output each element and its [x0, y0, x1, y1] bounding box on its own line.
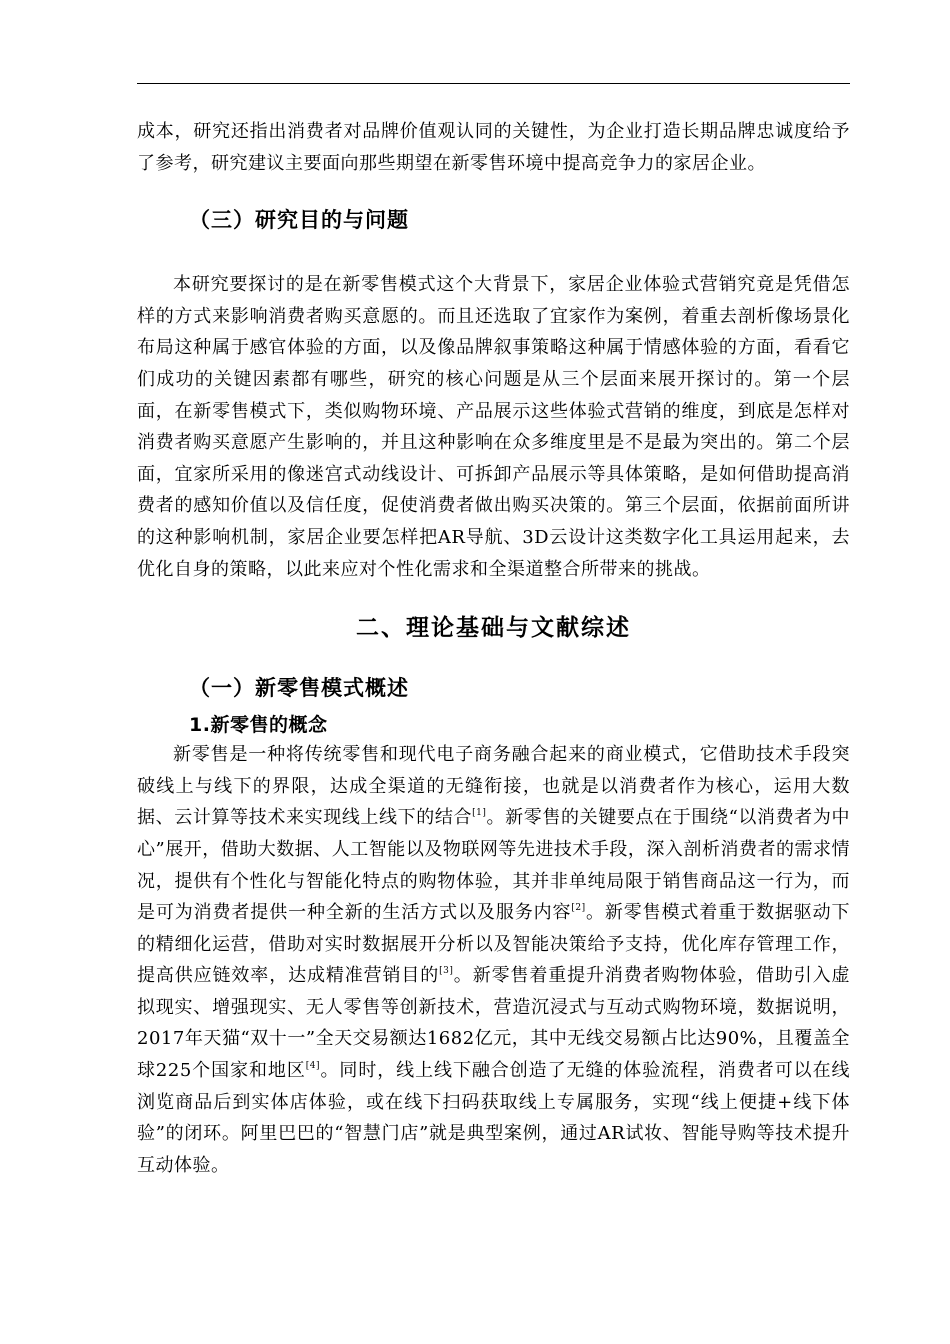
page-content	[137, 116, 850, 1181]
subsection-heading-concept: 1.新零售的概念	[189, 714, 328, 737]
concept-text-4: 。新零售着重提升消费者购物体验，借助引入虚拟现实、增强现实、无人零售等创新技术，营造沉浸式与互动式购物环境，数据说明，2017年天猫“双十一”全天交易额达1682亿元，其中无线交易额占比达90%，且覆盖全球225个国家和地区	[137, 965, 851, 1082]
continuation-paragraph: 成本，研究还指出消费者对品牌价值观认同的关键性，为企业打造长期品牌忠诚度给予了参考，研究建议主要面向那些期望在新零售环境中提高竞争力的家居企业。	[137, 121, 850, 174]
citation-2: [2]	[571, 903, 586, 914]
concept-text-2: 。新零售的关键要点在于围绕“以消费者为中心”展开，借助大数据、人工智能以及物联网等先进技术手段，深入剖析消费者的需求情况，提供有个性化与智能化特点的购物体验，其并非单纯局限于销售商品这一行为，而是可为消费者提供一种全新的生活方式以及服务内容	[137, 807, 850, 924]
concept-text-1: 新零售是一种将传统零售和现代电子商务融合起来的商业模式，它借助技术手段突破线上与线下的界限，达成全渠道的无缝衔接，也就是以消费者作为核心，运用大数据、云计算等技术来实现线上线下的结合	[137, 744, 850, 829]
citation-3: [3]	[439, 966, 454, 977]
section-heading-overview: （一）新零售模式概述	[189, 676, 409, 701]
purpose-paragraph: 本研究要探讨的是在新零售模式这个大背景下，家居企业体验式营销究竟是凭借怎样的方式来影响消费者购买意愿的。而且还选取了宜家作为案例，着重去剖析像场景化布局这种属于感官体验的方面，以及像品牌叙事策略这种属于情感体验的方面，看看它们成功的关键因素都有哪些，研究的核心问题是从三个层面来展开探讨的。第一个层面，在新零售模式下，类似购物环境、产品展示这些体验式营销的维度，到底是怎样对消费者购买意愿产生影响的，并且这种影响在众多维度里是不是最为突出的。第二个层面，宜家所采用的像迷宫式动线设计、可拆卸产品展示等具体策略，是如何借助提高消费者的感知价值以及信任度，促使消费者做出购买决策的。第三个层面，依据前面所讲的这种影响机制，家居企业要怎样把AR导航、3D云设计这类数字化工具运用起来，去优化自身的策略，以此来应对个性化需求和全渠道整合所带来的挑战。	[137, 274, 850, 580]
concept-text-5: 。同时，线上线下融合创造了无缝的体验流程，消费者可以在线浏览商品后到实体店体验，或在线下扫码获取线上专属服务，实现“线上便捷+线下体验”的闭环。阿里巴巴的“智慧门店”就是典型案例，通过AR试妆、智能导购等技术提升互动体验。	[137, 1060, 850, 1176]
citation-4: [4]	[305, 1061, 321, 1072]
citation-1: [1]	[472, 808, 487, 819]
concept-text-3: 。新零售模式着重于数据驱动下的精细化运营，借助对实时数据展开分析以及智能决策给予支持，优化库存管理工作，提高供应链效率，达成精准营销目的	[137, 902, 850, 987]
concept-paragraph	[137, 739, 850, 1181]
chapter-heading: 二、理论基础与文献综述	[356, 615, 631, 642]
header-rule	[137, 83, 850, 84]
section-heading-purpose: （三）研究目的与问题	[189, 208, 409, 233]
